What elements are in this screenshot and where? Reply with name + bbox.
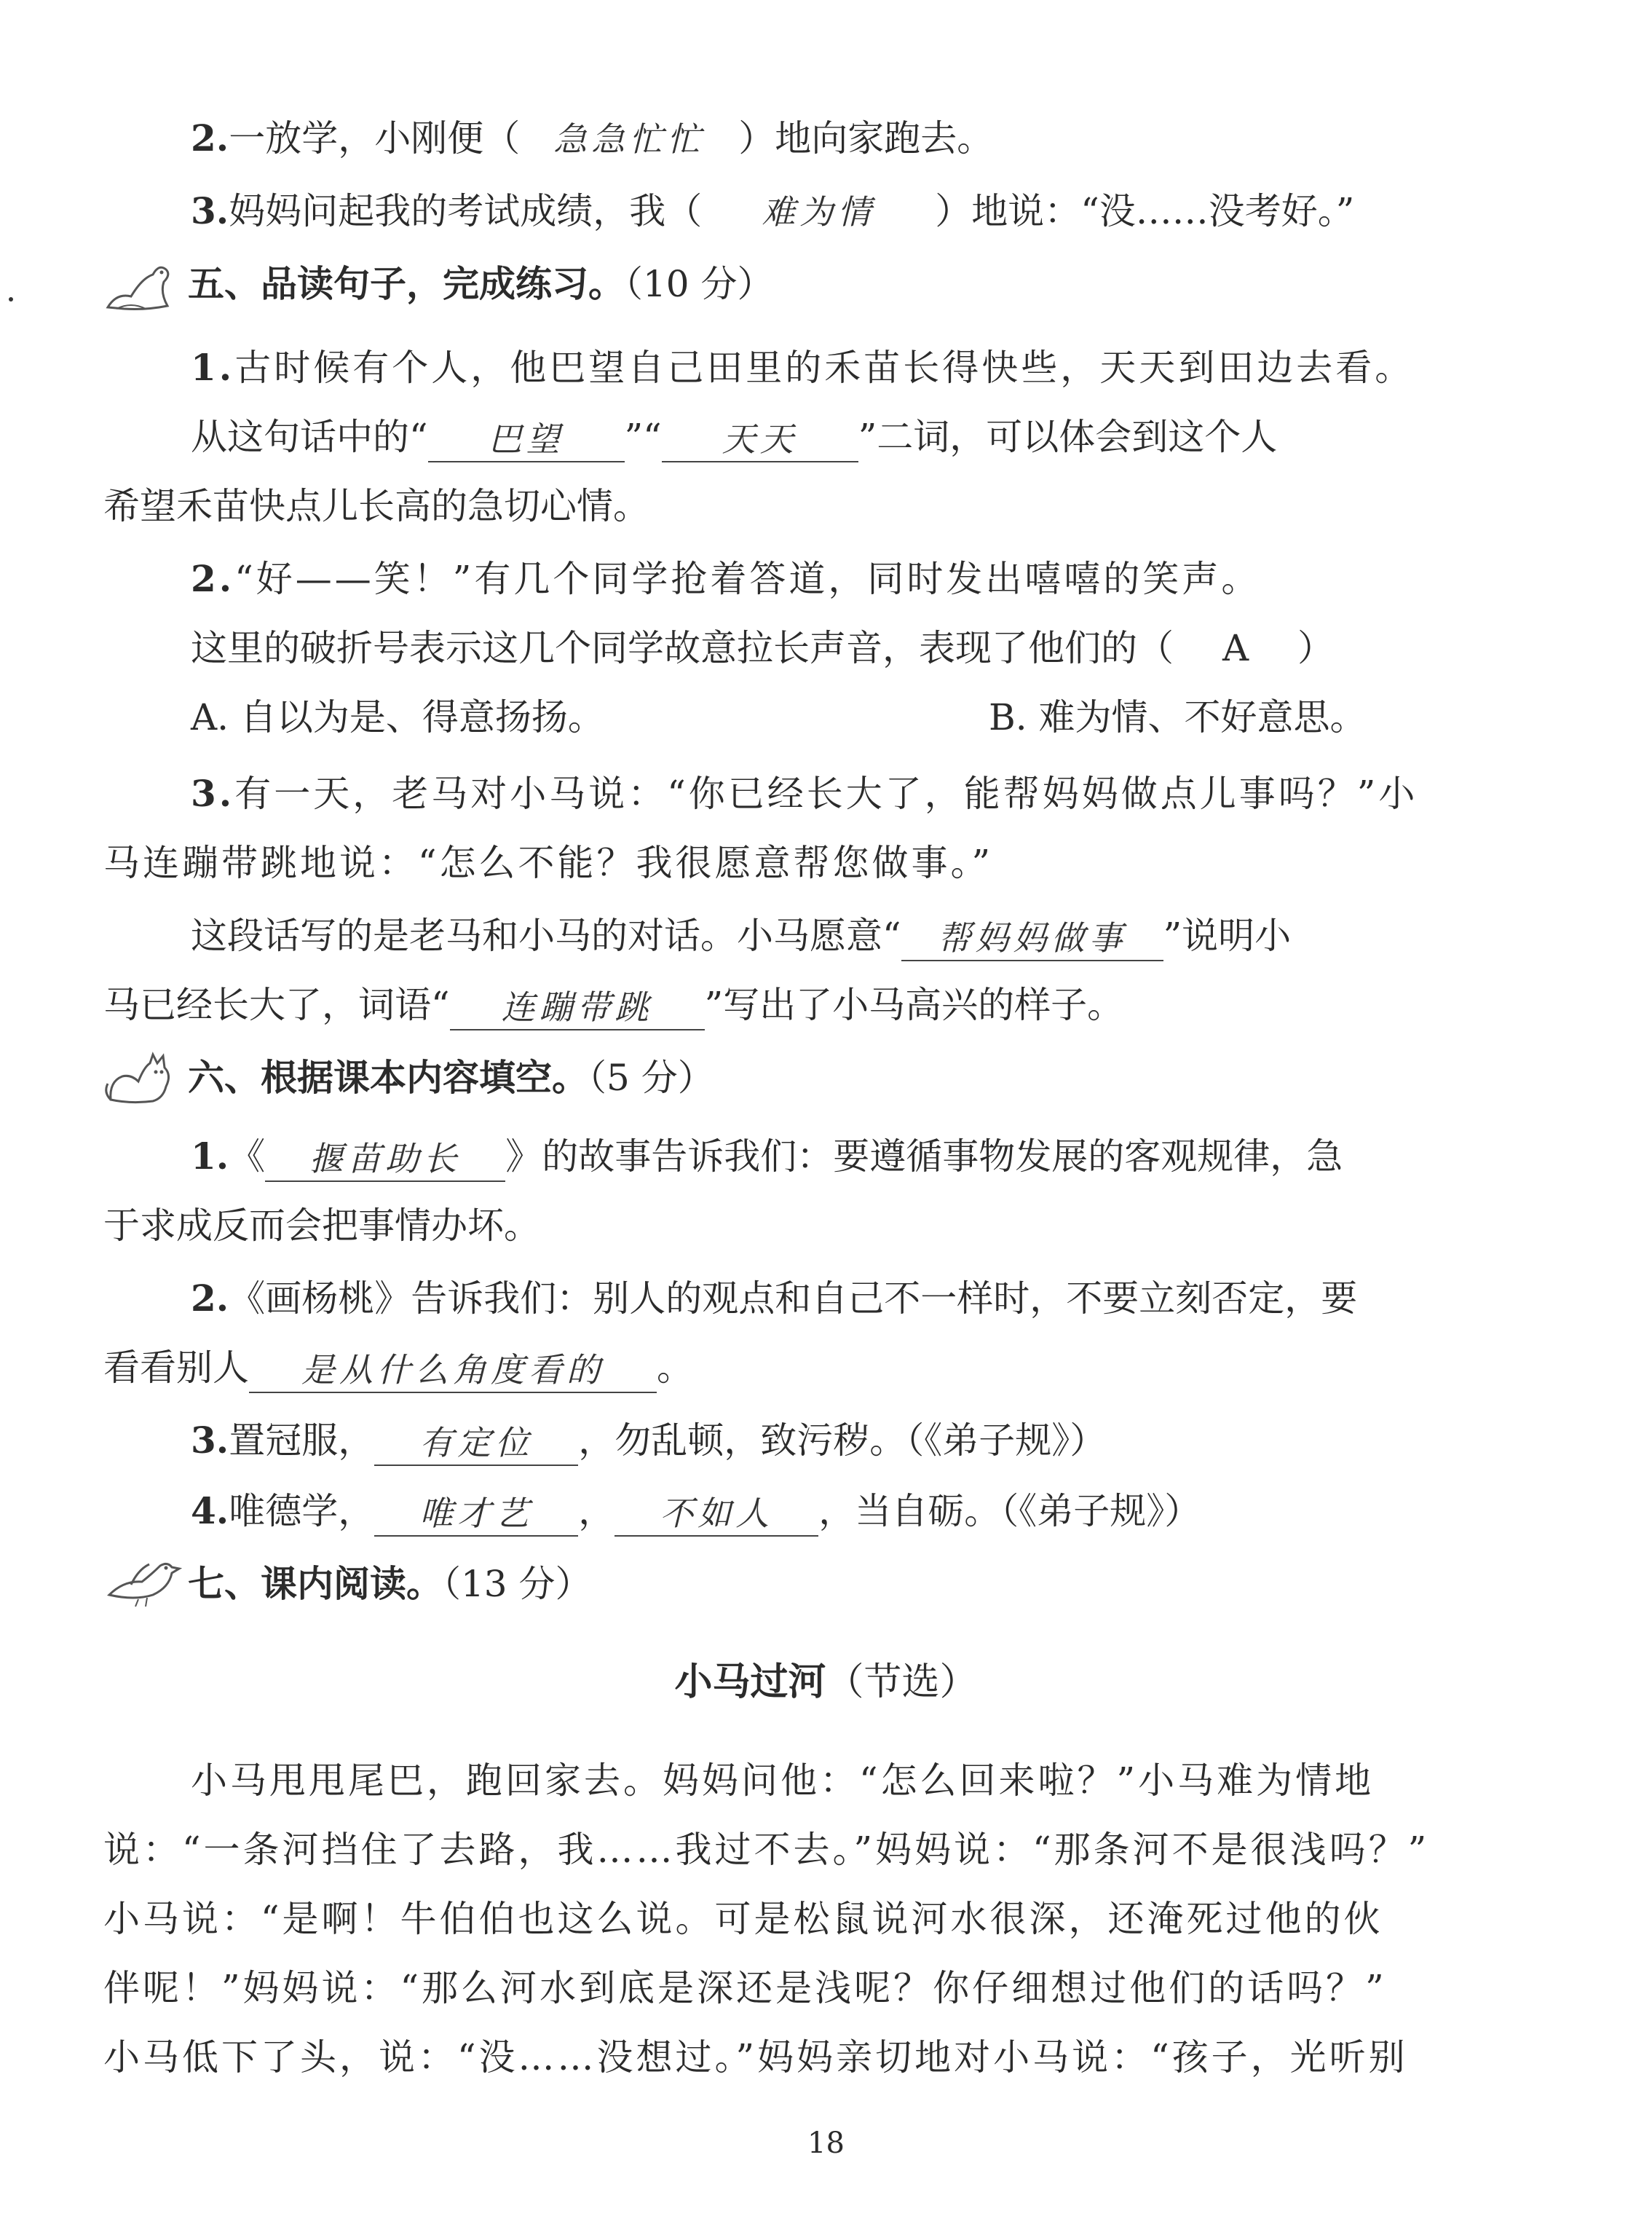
s6-q2-line1: 2.《画杨桃》告诉我们：别人的观点和自己不一样时，不要立刻否定，要: [191, 1277, 1358, 1320]
s5-q2-question: 这里的破折号表示这几个同学故意拉长声音，表现了他们的（ A ）: [191, 627, 1334, 669]
answer-s5-q3-b: 连蹦带跳: [501, 988, 653, 1027]
s4-q3: 3.妈妈问起我的考试成绩，我（ 难为情 ）地说：“没……没考好。”: [191, 189, 1355, 232]
answer-s4-q2: 急急忙忙: [553, 119, 706, 159]
answer-s5-q2: A: [1222, 627, 1249, 669]
answer-s6-q4-b: 不如人: [660, 1494, 774, 1533]
passage-line-5: 小马低下了头，说：“没……没想过。”妈妈亲切地对小马说：“孩子，光听别: [103, 2036, 1408, 2078]
passage-line-2: 说：“一条河挡住了去路，我……我过不去。”妈妈说：“那条河不是很浅吗？”: [103, 1829, 1430, 1871]
s6-q1: 1.《 揠苗助长 》的故事告诉我们：要遵循事物发展的客观规律，急: [191, 1131, 1343, 1182]
answer-s6-q3: 有定位: [419, 1423, 534, 1462]
passage-title: 小马过河（节选）: [674, 1660, 978, 1704]
section-6-heading: 六、根据课本内容填空。（5 分）: [188, 1057, 714, 1099]
s5-q2-option-b: B. 难为情、不好意思。: [989, 696, 1367, 738]
passage-line-3: 小马说：“是啊！牛伯伯也这么说。可是松鼠说河水很深，还淹死过他的伙: [103, 1898, 1383, 1940]
answer-s5-q1-b: 天天: [722, 419, 798, 459]
margin-mark: [9, 297, 13, 301]
bird-icon: [102, 1551, 182, 1609]
s5-q2-option-a: A. 自以为是、得意扬扬。: [191, 696, 604, 738]
section-5-heading: 五、品读句子，完成练习。（10 分）: [188, 263, 774, 305]
answer-s6-q4-a: 唯才艺: [419, 1494, 534, 1533]
s5-q3-question-2: 马已经长大了，词语“ 连蹦带跳 ”写出了小马高兴的样子。: [103, 979, 1123, 1030]
section-7-heading: 七、课内阅读。（13 分）: [188, 1563, 592, 1605]
answer-s6-q1: 揠苗助长: [309, 1139, 462, 1178]
s5-q3-question: 这段话写的是老马和小马的对话。小马愿意“ 帮妈妈做事 ”说明小: [191, 910, 1291, 961]
s6-q4: 4.唯德学， 唯才艺 ， 不如人 ，当自砺。（《弟子规》）: [191, 1486, 1201, 1537]
answer-s6-q2: 是从什么角度看的: [301, 1350, 604, 1390]
s6-q3: 3.置冠服， 有定位 ，勿乱顿，致污秽。（《弟子规》）: [191, 1415, 1106, 1466]
s5-q1-question: 从这句话中的“ 巴望 ”“ 天天 ”二词，可以体会到这个人: [191, 411, 1277, 462]
s6-q2-line2: 看看别人 是从什么角度看的 。: [103, 1342, 693, 1393]
passage-line-4: 伴呢！”妈妈说：“那么河水到底是深还是浅呢？你仔细想过他们的话吗？”: [103, 1967, 1387, 2009]
answer-s4-q3: 难为情: [762, 192, 876, 232]
s4-q2: 2.一放学，小刚便（ 急急忙忙 ）地向家跑去。: [191, 117, 994, 159]
s5-q3-line2: 马连蹦带跳地说：“怎么不能？我很愿意帮您做事。”: [103, 842, 994, 884]
passage-line-1: 小马甩甩尾巴，跑回家去。妈妈问他：“怎么回来啦？”小马难为情地: [191, 1759, 1375, 1802]
seal-icon: [102, 256, 182, 315]
s5-q1-line2: 希望禾苗快点儿长高的急切心情。: [103, 485, 649, 527]
answer-s5-q1-a: 巴望: [488, 419, 564, 459]
answer-s5-q3-a: 帮妈妈做事: [937, 918, 1127, 958]
cat-icon: [102, 1049, 182, 1107]
s5-q1-sentence: 1.古时候有个人，他巴望自己田里的禾苗长得快些，天天到田边去看。: [191, 346, 1415, 389]
s5-q2-sentence: 2.“好——笑！”有几个同学抢着答道，同时发出嘻嘻的笑声。: [191, 557, 1261, 600]
s6-q1-line2: 于求成反而会把事情办坏。: [103, 1205, 540, 1247]
page-number: 18: [807, 2126, 845, 2160]
s5-q3-line1: 3.有一天，老马对小马说：“你已经长大了，能帮妈妈做点儿事吗？”小: [191, 772, 1418, 815]
